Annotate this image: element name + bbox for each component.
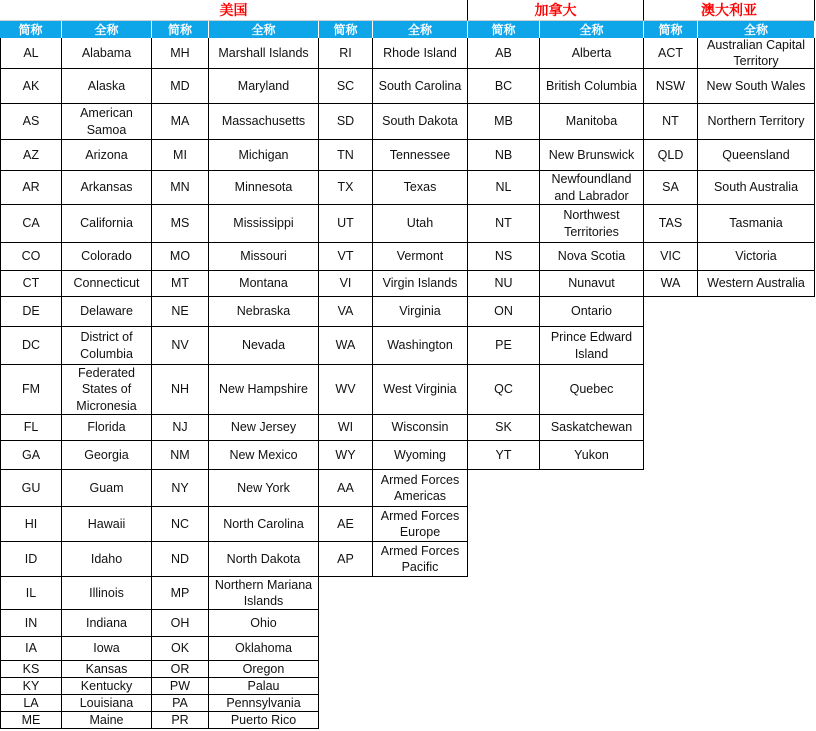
abbreviation-cell: FM bbox=[0, 365, 62, 415]
abbreviation-cell: PE bbox=[468, 327, 540, 365]
abbreviation-cell: ND bbox=[152, 542, 209, 577]
column-header-abbr: 简称 bbox=[319, 21, 373, 38]
full-name-cell: Victoria bbox=[698, 243, 815, 271]
abbreviation-cell: WI bbox=[319, 415, 373, 441]
full-name-cell: Virginia bbox=[373, 297, 468, 327]
abbreviation-cell: AZ bbox=[0, 140, 62, 171]
abbreviation-cell: OR bbox=[152, 661, 209, 678]
full-name-cell: Northwest Territories bbox=[540, 205, 644, 243]
abbreviation-cell: MS bbox=[152, 205, 209, 243]
full-name-cell: South Dakota bbox=[373, 104, 468, 140]
abbreviation-cell: BC bbox=[468, 69, 540, 104]
abbreviation-cell: MA bbox=[152, 104, 209, 140]
full-name-cell: Armed Forces Europe bbox=[373, 507, 468, 542]
abbreviation-cell: DE bbox=[0, 297, 62, 327]
full-name-cell: Tennessee bbox=[373, 140, 468, 171]
abbreviation-cell: NY bbox=[152, 470, 209, 507]
full-name-cell: Manitoba bbox=[540, 104, 644, 140]
abbreviation-cell: AS bbox=[0, 104, 62, 140]
full-name-cell: Massachusetts bbox=[209, 104, 319, 140]
abbreviation-cell: IL bbox=[0, 577, 62, 610]
full-name-cell: Federated States of Micronesia bbox=[62, 365, 152, 415]
full-name-cell: North Carolina bbox=[209, 507, 319, 542]
abbreviation-cell: WY bbox=[319, 441, 373, 470]
full-name-cell: Florida bbox=[62, 415, 152, 441]
abbreviation-cell: LA bbox=[0, 695, 62, 712]
abbreviation-cell: GU bbox=[0, 470, 62, 507]
abbreviation-cell: WA bbox=[644, 271, 698, 297]
full-name-cell: Yukon bbox=[540, 441, 644, 470]
abbreviation-cell: TAS bbox=[644, 205, 698, 243]
full-name-cell: Iowa bbox=[62, 637, 152, 661]
abbreviation-cell: QLD bbox=[644, 140, 698, 171]
full-name-cell: Queensland bbox=[698, 140, 815, 171]
full-name-cell: Michigan bbox=[209, 140, 319, 171]
abbreviation-cell: MB bbox=[468, 104, 540, 140]
abbreviation-cell: MP bbox=[152, 577, 209, 610]
abbreviation-cell: VA bbox=[319, 297, 373, 327]
abbreviation-cell: SA bbox=[644, 171, 698, 205]
abbreviation-cell: OK bbox=[152, 637, 209, 661]
abbreviation-cell: NM bbox=[152, 441, 209, 470]
abbreviation-cell: GA bbox=[0, 441, 62, 470]
abbreviation-cell: NB bbox=[468, 140, 540, 171]
column-header-full: 全称 bbox=[209, 21, 319, 38]
full-name-cell: Kansas bbox=[62, 661, 152, 678]
full-name-cell: Arizona bbox=[62, 140, 152, 171]
full-name-cell: Marshall Islands bbox=[209, 38, 319, 69]
full-name-cell: Alaska bbox=[62, 69, 152, 104]
abbreviation-cell: CA bbox=[0, 205, 62, 243]
abbreviation-cell: NJ bbox=[152, 415, 209, 441]
abbreviation-cell: MT bbox=[152, 271, 209, 297]
abbreviation-cell: WA bbox=[319, 327, 373, 365]
full-name-cell: Puerto Rico bbox=[209, 712, 319, 729]
full-name-cell: Australian Capital Territory bbox=[698, 38, 815, 69]
column-header-full: 全称 bbox=[698, 21, 815, 38]
full-name-cell: Alabama bbox=[62, 38, 152, 69]
full-name-cell: Kentucky bbox=[62, 678, 152, 695]
full-name-cell: Montana bbox=[209, 271, 319, 297]
abbreviation-cell: MH bbox=[152, 38, 209, 69]
full-name-cell: Connecticut bbox=[62, 271, 152, 297]
full-name-cell: California bbox=[62, 205, 152, 243]
full-name-cell: Utah bbox=[373, 205, 468, 243]
abbreviation-cell: KS bbox=[0, 661, 62, 678]
abbreviation-cell: PA bbox=[152, 695, 209, 712]
abbreviation-cell: IN bbox=[0, 610, 62, 637]
region-title-ca: 加拿大 bbox=[468, 0, 644, 21]
full-name-cell: Oklahoma bbox=[209, 637, 319, 661]
full-name-cell: Vermont bbox=[373, 243, 468, 271]
abbreviation-cell: NE bbox=[152, 297, 209, 327]
column-header-full: 全称 bbox=[373, 21, 468, 38]
region-title-au: 澳大利亚 bbox=[644, 0, 815, 21]
abbreviation-cell: PW bbox=[152, 678, 209, 695]
full-name-cell: Louisiana bbox=[62, 695, 152, 712]
full-name-cell: Arkansas bbox=[62, 171, 152, 205]
abbreviation-cell: NV bbox=[152, 327, 209, 365]
full-name-cell: Prince Edward Island bbox=[540, 327, 644, 365]
column-header-full: 全称 bbox=[62, 21, 152, 38]
full-name-cell: Newfoundland and Labrador bbox=[540, 171, 644, 205]
abbreviation-cell: QC bbox=[468, 365, 540, 415]
full-name-cell: Wyoming bbox=[373, 441, 468, 470]
full-name-cell: New Mexico bbox=[209, 441, 319, 470]
full-name-cell: Quebec bbox=[540, 365, 644, 415]
full-name-cell: Maine bbox=[62, 712, 152, 729]
full-name-cell: American Samoa bbox=[62, 104, 152, 140]
column-header-abbr: 简称 bbox=[468, 21, 540, 38]
full-name-cell: Armed Forces Americas bbox=[373, 470, 468, 507]
abbreviation-cell: DC bbox=[0, 327, 62, 365]
abbreviation-cell: RI bbox=[319, 38, 373, 69]
full-name-cell: Indiana bbox=[62, 610, 152, 637]
abbreviation-cell: SK bbox=[468, 415, 540, 441]
abbreviation-cell: AK bbox=[0, 69, 62, 104]
full-name-cell: New Brunswick bbox=[540, 140, 644, 171]
full-name-cell: Armed Forces Pacific bbox=[373, 542, 468, 577]
full-name-cell: Alberta bbox=[540, 38, 644, 69]
full-name-cell: Nova Scotia bbox=[540, 243, 644, 271]
full-name-cell: Georgia bbox=[62, 441, 152, 470]
abbreviation-cell: VT bbox=[319, 243, 373, 271]
abbreviation-cell: NS bbox=[468, 243, 540, 271]
full-name-cell: Northern Mariana Islands bbox=[209, 577, 319, 610]
abbreviation-cell: SC bbox=[319, 69, 373, 104]
abbreviation-cell: SD bbox=[319, 104, 373, 140]
abbreviation-cell: MN bbox=[152, 171, 209, 205]
abbreviation-cell: TX bbox=[319, 171, 373, 205]
full-name-cell: Nunavut bbox=[540, 271, 644, 297]
abbreviation-cell: NC bbox=[152, 507, 209, 542]
full-name-cell: Ohio bbox=[209, 610, 319, 637]
full-name-cell: New Hampshire bbox=[209, 365, 319, 415]
column-header-abbr: 简称 bbox=[152, 21, 209, 38]
abbreviation-cell: FL bbox=[0, 415, 62, 441]
full-name-cell: Washington bbox=[373, 327, 468, 365]
abbreviation-cell: OH bbox=[152, 610, 209, 637]
full-name-cell: Pennsylvania bbox=[209, 695, 319, 712]
full-name-cell: Missouri bbox=[209, 243, 319, 271]
column-header-abbr: 简称 bbox=[0, 21, 62, 38]
full-name-cell: Idaho bbox=[62, 542, 152, 577]
abbreviation-cell: ME bbox=[0, 712, 62, 729]
abbreviation-cell: AL bbox=[0, 38, 62, 69]
full-name-cell: Delaware bbox=[62, 297, 152, 327]
abbreviation-cell: MI bbox=[152, 140, 209, 171]
full-name-cell: Ontario bbox=[540, 297, 644, 327]
full-name-cell: Saskatchewan bbox=[540, 415, 644, 441]
full-name-cell: British Columbia bbox=[540, 69, 644, 104]
abbreviation-cell: AB bbox=[468, 38, 540, 69]
abbreviation-cell: ID bbox=[0, 542, 62, 577]
full-name-cell: Guam bbox=[62, 470, 152, 507]
column-header-full: 全称 bbox=[540, 21, 644, 38]
abbreviation-cell: YT bbox=[468, 441, 540, 470]
full-name-cell: Nebraska bbox=[209, 297, 319, 327]
abbreviation-cell: CT bbox=[0, 271, 62, 297]
abbreviation-cell: AP bbox=[319, 542, 373, 577]
abbreviation-cell: HI bbox=[0, 507, 62, 542]
full-name-cell: Wisconsin bbox=[373, 415, 468, 441]
full-name-cell: Oregon bbox=[209, 661, 319, 678]
abbreviation-cell: ACT bbox=[644, 38, 698, 69]
full-name-cell: Minnesota bbox=[209, 171, 319, 205]
abbreviation-cell: PR bbox=[152, 712, 209, 729]
full-name-cell: West Virginia bbox=[373, 365, 468, 415]
full-name-cell: Maryland bbox=[209, 69, 319, 104]
full-name-cell: Rhode Island bbox=[373, 38, 468, 69]
full-name-cell: Nevada bbox=[209, 327, 319, 365]
column-header-abbr: 简称 bbox=[644, 21, 698, 38]
full-name-cell: North Dakota bbox=[209, 542, 319, 577]
abbreviation-cell: AE bbox=[319, 507, 373, 542]
abbreviation-cell: WV bbox=[319, 365, 373, 415]
region-title-us: 美国 bbox=[0, 0, 468, 21]
full-name-cell: Tasmania bbox=[698, 205, 815, 243]
full-name-cell: New South Wales bbox=[698, 69, 815, 104]
abbreviation-cell: AA bbox=[319, 470, 373, 507]
full-name-cell: Virgin Islands bbox=[373, 271, 468, 297]
full-name-cell: South Australia bbox=[698, 171, 815, 205]
full-name-cell: South Carolina bbox=[373, 69, 468, 104]
full-name-cell: Mississippi bbox=[209, 205, 319, 243]
full-name-cell: Northern Territory bbox=[698, 104, 815, 140]
abbreviation-cell: NL bbox=[468, 171, 540, 205]
abbreviation-cell: VI bbox=[319, 271, 373, 297]
abbreviation-cell: TN bbox=[319, 140, 373, 171]
full-name-cell: Hawaii bbox=[62, 507, 152, 542]
full-name-cell: Western Australia bbox=[698, 271, 815, 297]
full-name-cell: District of Columbia bbox=[62, 327, 152, 365]
abbreviation-cell: NU bbox=[468, 271, 540, 297]
abbreviation-cell: MD bbox=[152, 69, 209, 104]
abbreviation-cell: AR bbox=[0, 171, 62, 205]
full-name-cell: New York bbox=[209, 470, 319, 507]
abbreviation-cell: UT bbox=[319, 205, 373, 243]
abbreviation-cell: VIC bbox=[644, 243, 698, 271]
abbreviation-cell: NT bbox=[468, 205, 540, 243]
abbreviation-cell: CO bbox=[0, 243, 62, 271]
abbreviation-cell: NSW bbox=[644, 69, 698, 104]
abbreviation-cell: NT bbox=[644, 104, 698, 140]
abbreviation-cell: MO bbox=[152, 243, 209, 271]
abbreviation-cell: KY bbox=[0, 678, 62, 695]
full-name-cell: Texas bbox=[373, 171, 468, 205]
abbreviation-cell: ON bbox=[468, 297, 540, 327]
full-name-cell: New Jersey bbox=[209, 415, 319, 441]
full-name-cell: Illinois bbox=[62, 577, 152, 610]
full-name-cell: Palau bbox=[209, 678, 319, 695]
full-name-cell: Colorado bbox=[62, 243, 152, 271]
abbreviation-cell: IA bbox=[0, 637, 62, 661]
abbreviation-cell: NH bbox=[152, 365, 209, 415]
